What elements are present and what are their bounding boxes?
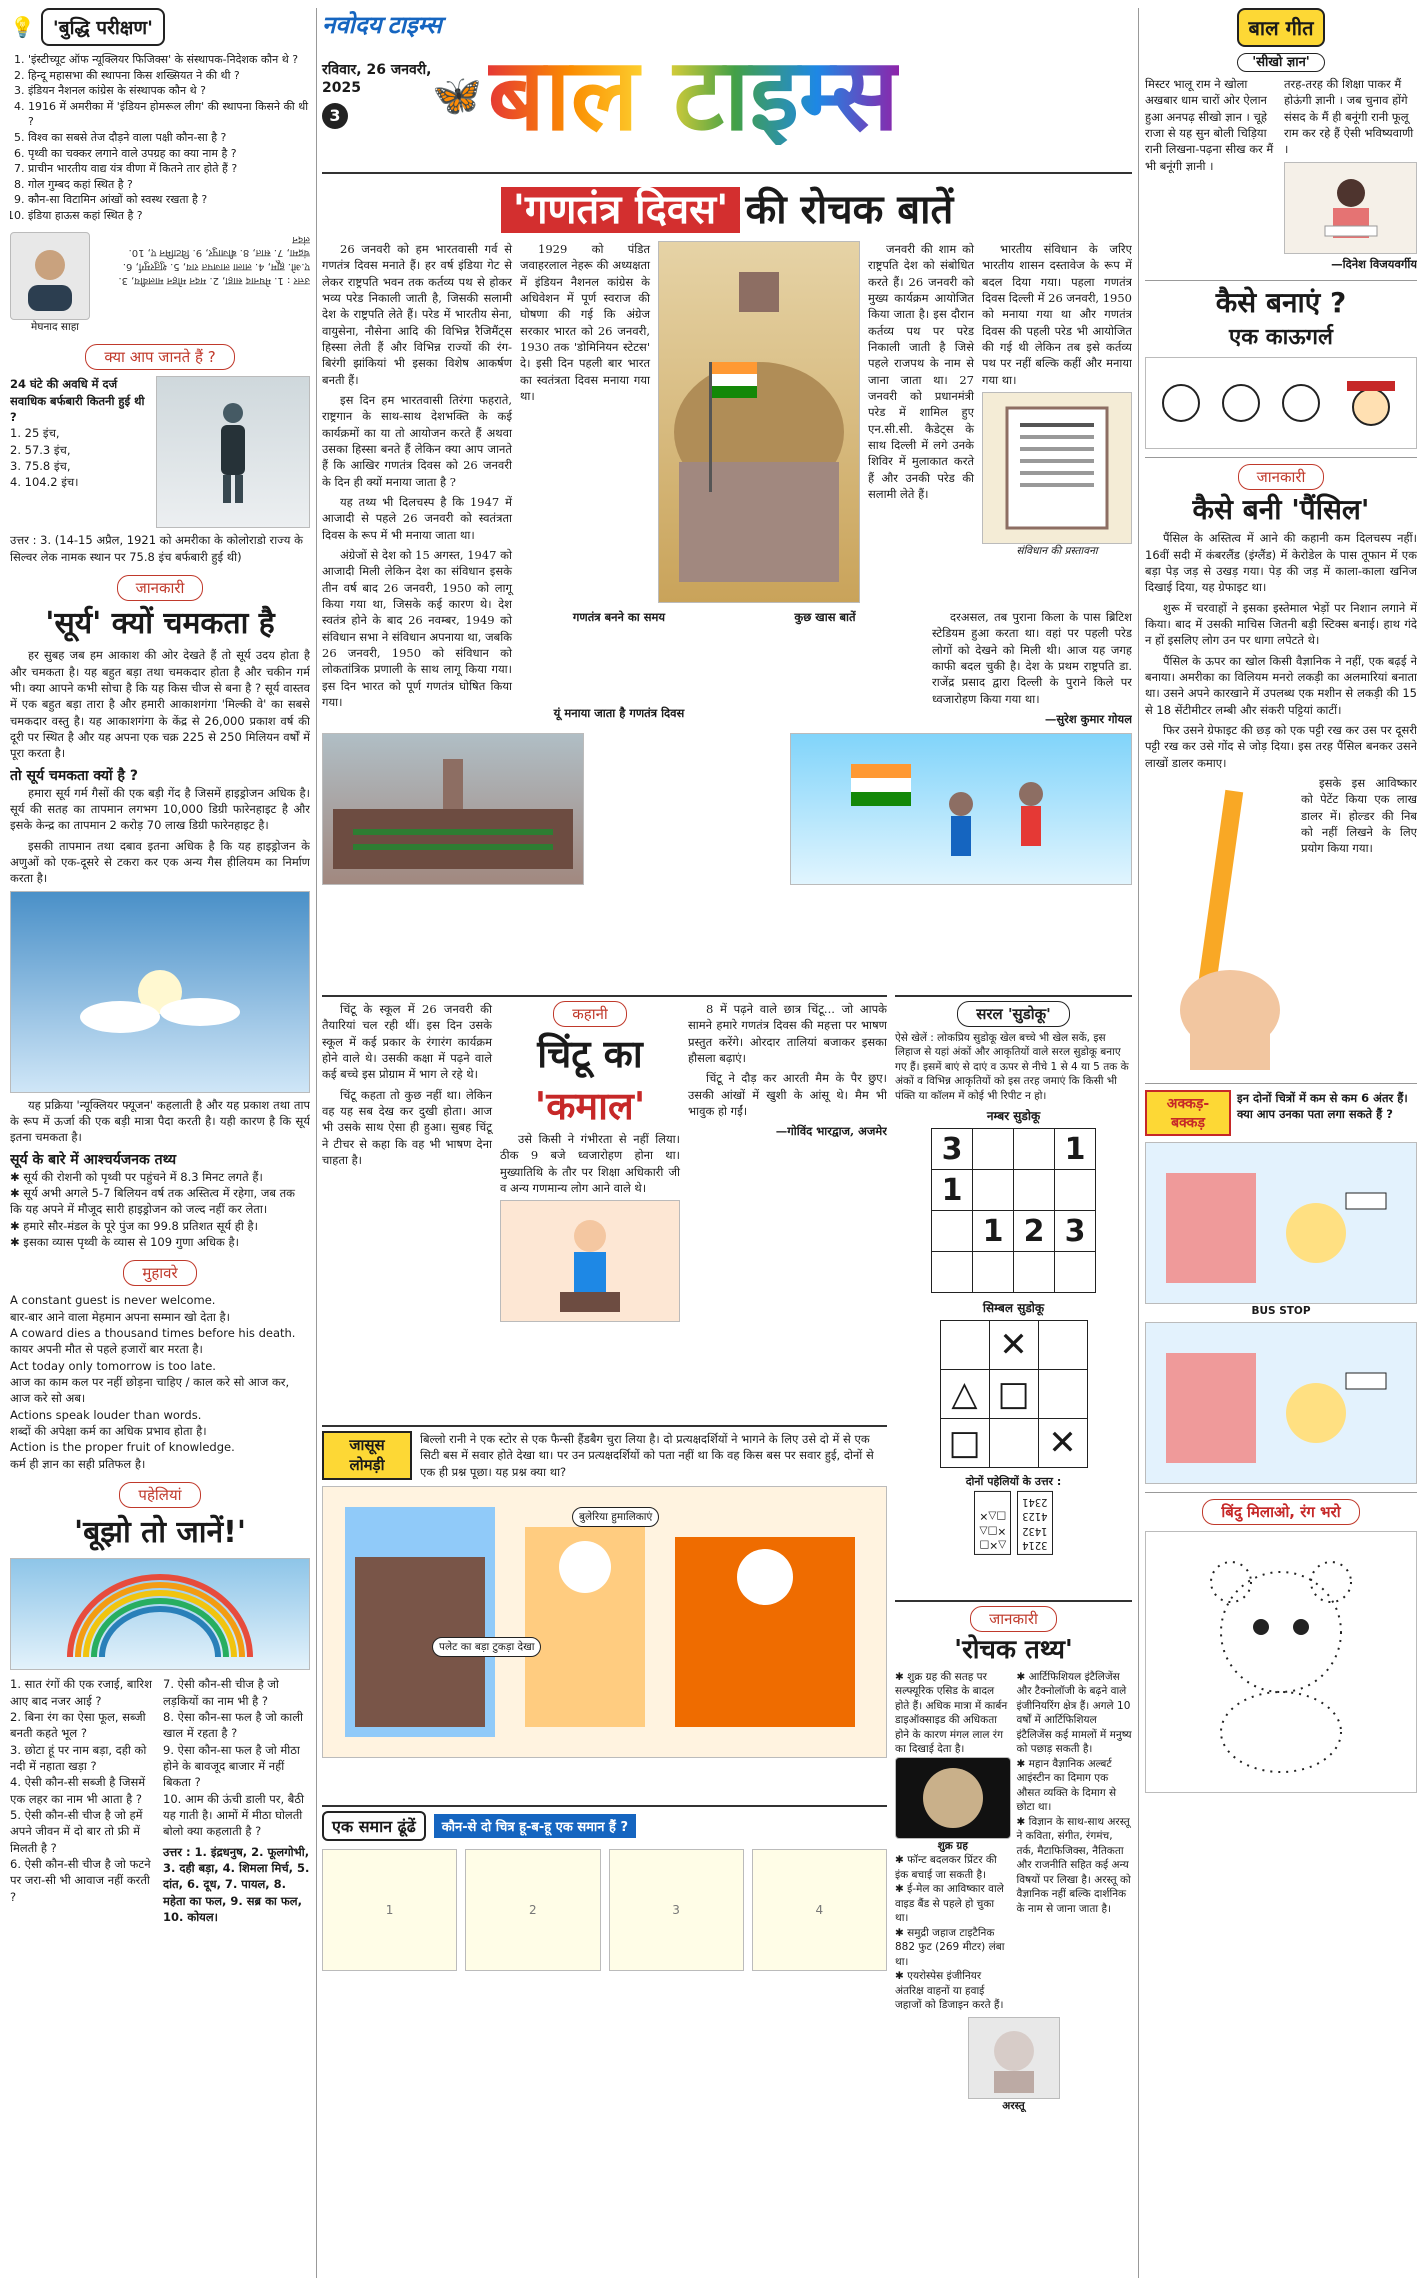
find-same-picture[interactable] <box>752 1849 887 1971</box>
detective-section <box>322 1425 887 1800</box>
sun-subheading: सूर्य के बारे में आश्चर्यजनक तथ्य <box>10 1151 177 1168</box>
kids-flag-image <box>790 733 1132 885</box>
riddles-title: 'बूझो तो जानें!' <box>73 1514 247 1550</box>
list-item: 4. 104.2 इंच। <box>10 475 79 490</box>
chintu-author: —गोविंद भारद्वाज, अजमेर <box>775 1124 887 1139</box>
rainbow-image <box>10 1558 310 1670</box>
pencil-paragraph: पैंसिल के अस्तित्व में आने की कहानी कम दिलचस्प नहीं। 16वीं सदी में कंबरलैंड (इंग्लैंड) में केरोडेल के पास तूफान में एक बड़ा पेड़ जड़ से उखड़ गया। पेड़ की जड़ में काला-काला खनिज दिखाई दिया, यह ग्रेफाइट था। <box>1145 531 1417 595</box>
chintu-paragraph: चिंटू के स्कूल में 26 जनवरी की तैयारियां चल रही थीं। इस दिन उसके स्कूल में कई प्रकार के रंगारंग कार्यक्रम होने वाले थे। उसकी कक्षा में पढ़ने वाले कई बच्चे इस प्रोग्राम में भाग ले रहे थे। <box>322 1002 492 1082</box>
idioms-tag: मुहावरे <box>123 1260 196 1286</box>
idiom-line: बार-बार आने वाला मेहमान अपना सम्मान खो देता है। <box>10 1309 231 1324</box>
sudoku-cell[interactable] <box>973 1129 1014 1170</box>
sudoku-tag: सरल 'सुडोकू' <box>957 1001 1069 1027</box>
sun-fact: ✱ सूर्य की रोशनी को पृथ्वी पर पहुंचने में 8.3 मिनट लगते हैं। <box>10 1169 263 1184</box>
list-item: 2. हिन्दू महासभा की स्थापना किस शख्सियत ने की थी ? <box>28 68 310 84</box>
sudoku-cell[interactable]: 2 <box>1014 1211 1055 1252</box>
pencil-paragraph: शुरू में चरवाहों ने इसका इस्तेमाल भेड़ों पर निशान लगाने में किया। बाद में उसकी माचिस जितनी बड़ी स्टिक्स बनाई। हाथ गंदे न हों इसलिए लोग उन पर धागा लपेटते थे। <box>1145 600 1417 648</box>
republic-section <box>322 172 1132 987</box>
idiom-line: कायर अपनी मौत से पहले हजारों बार मरता है। <box>10 1342 203 1357</box>
republic-paragraph: यह तथ्य भी दिलचस्प है कि 1947 में आजादी से पहले 26 जनवरी को स्वतंत्रता दिवस के रूप में भी मनाया जाता था। <box>322 494 512 542</box>
list-item: 3. इंडियन नैशनल कांग्रेस के संस्थापक कौन थे ? <box>28 83 310 99</box>
sudoku-cell[interactable] <box>1038 1321 1087 1370</box>
fact-item: ✱ फॉन्ट बदलकर प्रिंटर की इंक बचाई जा सकती है। <box>895 1854 997 1881</box>
list-item: 1. 'इंस्टीच्यूट ऑफ न्यूक्लियर फिजिक्स' के संस्थापक-निदेशक कौन थे ? <box>28 52 310 68</box>
list-item: 10. इंडिया हाऊस कहां स्थित है ? <box>28 208 310 224</box>
left-column <box>10 8 310 2278</box>
sudoku-cell[interactable]: 3 <box>932 1129 973 1170</box>
square-icon[interactable]: □ <box>989 1370 1038 1419</box>
square-icon[interactable]: □ <box>940 1419 989 1468</box>
parade-image <box>322 733 584 885</box>
fact-item: ✱ एयरोस्पेस इंजीनियर अंतरिक्ष वाहनों या हवाई जहाजों को डिजाइन करते हैं। <box>895 1970 1004 2012</box>
list-item: 6. पृथ्वी का चक्कर लगाने वाले उपग्रह का क्या नाम है ? <box>28 146 310 162</box>
chintu-tag: कहानी <box>553 1001 627 1027</box>
pencil-paragraph: पैंसिल के ऊपर का खोल किसी वैज्ञानिक ने नहीं, एक बढ़ई ने बनाया। अमरीका का विलियम मनरो लकड़ी का अलमारियां बनाता था। उसने अपने कारखाने में उपलब्ध एक मशीन से लकड़ी की 15 से 18 सेंटीमीटर लम्बी और संकरी पट्टियां काटीं। <box>1145 653 1417 717</box>
chintu-paragraph: चिंटू ने दौड़ कर आरती मैम के पैर छुए। उसकी आंखों में खुशी के आंसू थे। मैम भी भावुक हो गईं। <box>688 1071 887 1118</box>
sun-subheading: तो सूर्य चमकता क्यों है ? <box>10 767 138 784</box>
masthead-title: बाल टाइम्स <box>487 36 899 153</box>
list-item: 7. प्राचीन भारतीय वाद्य यंत्र वीणा में कितने तार होते हैं ? <box>28 161 310 177</box>
riddles-tag: पहेलियां <box>119 1482 200 1508</box>
column-divider <box>1138 8 1139 2278</box>
sun-paragraph: यह प्रक्रिया 'न्यूक्लियर फ्यूजन' कहलाती है और यह प्रकाश तथा ताप के रूप में ऊर्जा की एक बड़ी मात्रा पैदा करती है। यही कारण है कि सूर्य इतना चमकता है। <box>10 1097 310 1145</box>
find-same-picture[interactable] <box>609 1849 744 1971</box>
portrait-image <box>10 232 90 320</box>
difference-picture-bottom[interactable] <box>1145 1322 1417 1484</box>
poem-author: —दिनेश विजयवर्गीय <box>1331 256 1417 271</box>
riddle-item: 1. सात रंगों की एक रजाई, बारिश आए बाद नजर आई ? <box>10 1677 152 1708</box>
detective-title: जासूस लोमड़ी <box>322 1431 412 1480</box>
find-same-label: 1 <box>385 1903 394 1917</box>
sudoku-cell[interactable] <box>932 1252 973 1293</box>
sudoku-cell[interactable]: 1 <box>932 1170 973 1211</box>
fact-item: ✱ आर्टिफिशियल इंटैलिजेंस और टैक्नोलॉजी के बढ़ने वाले इंजीनियरिंग क्षेत्र हैं। अगले 10 वर्षों में आर्टिफिशियल इंटैलिजेंस कई मामलों में मनुष्य को पछाड़ सकती है। <box>1016 1670 1132 1756</box>
cross-icon[interactable]: ✕ <box>989 1321 1038 1370</box>
chintu-paragraph: 8 में पढ़ने वाले छात्र चिंटू... जो आपके सामने हमारे गणतंत्र दिवस की महत्ता पर भाषण प्रस्तुत करेंगे। ओरदार तालियां बजाकर इसका हौसला बढ़ाएं। <box>688 1002 887 1065</box>
fact-item: ✱ विज्ञान के साथ-साथ अरस्तू ने कविता, संगीत, रंगमंच, तर्क, मैटाफिजिक्स, नैतिकता और राजनीति सहित कई अन्य विषयों पर लिखा है। अरस्तू को वैज्ञानिक नहीं बल्कि दार्शनिक के नाम से जाना जाता है। <box>1016 1815 1131 1915</box>
list-item: 1. 25 इंच, <box>10 426 60 441</box>
brand-name-suffix: टाइम्स <box>387 11 442 39</box>
portrait-caption: मेघनाद साहा <box>30 320 80 333</box>
poem-text: तरह-तरह की शिक्षा पाकर मैं होऊंगी ज्ञानी । जब चुनाव होंगे संसद के मैं ही बनूंगी रानी फूलू राम कर रहे हैं ऐसी भविष्यवाणी । <box>1284 77 1414 157</box>
find-same-section <box>322 1805 887 2275</box>
republic-paragraph: भारतीय संविधान के जरिए भारतीय शासन दस्तावेज के रूप में बदल दिया गया। पहला गणतंत्र दिवस दिल्ली में 26 जनवरी, 1950 को मनाया गया था और गणतंत्र दिवस की पहली परेड भी आयोजित की गई थी लेकिन तब इसे कर्तव्य पथ पर नहीं बल्कि कहीं और मनाया गया था। <box>982 242 1132 387</box>
fact-item: ✱ शुक्र ग्रह की सतह पर सल्फ्यूरिक एसिड के बादल होते हैं। अधिक मात्रा में कार्बन डाइऑक्साइड की अधिकता होने के कारण मंगल लाल रंग का दिखाई देता है। <box>895 1670 1008 1756</box>
riddle-item: 3. छोटा हूं पर नाम बड़ा, दही को नदी में नहाता खड़ा ? <box>10 1742 147 1773</box>
sudoku-cell[interactable] <box>973 1252 1014 1293</box>
right-column <box>1145 8 1417 2278</box>
riddle-item: 2. बिना रंग का ऐसा फूल, सब्जी बनती कहते भूल ? <box>10 1710 146 1741</box>
list-item: 8. गोल गुम्बद कहां स्थित है ? <box>28 177 310 193</box>
sudoku-cell[interactable] <box>1055 1170 1096 1211</box>
republic-subheading: यूं मनाया जाता है गणतंत्र दिवस <box>553 706 685 721</box>
chintu-title-highlight: 'कमाल' <box>534 1084 646 1128</box>
find-same-picture[interactable] <box>322 1849 457 1971</box>
sudoku-cell[interactable]: 1 <box>973 1211 1014 1252</box>
masthead <box>322 8 1132 168</box>
symbol-sudoku-grid <box>940 1320 1088 1468</box>
find-same-label: 4 <box>815 1903 824 1917</box>
list-item: 3. 75.8 इंच, <box>10 458 71 473</box>
sun-fact: ✱ सूर्य अभी अगले 5-7 बिलियन वर्ष तक अस्तित्व में रहेगा, जब तक कि यह अपने में मौजूद सारी हाइड्रोजन को जल्द नहीं कर लेता। <box>10 1185 295 1217</box>
connect-dots-section <box>1145 1492 1417 1793</box>
connect-dots-title: बिंदु मिलाओ, रंग भरो <box>1202 1499 1359 1525</box>
chintu-section <box>322 995 887 1420</box>
quiz-title: 'बुद्धि परीक्षण' <box>41 8 165 46</box>
spot-difference-section <box>1145 1083 1417 1484</box>
pencil-paragraph: फिर उसने ग्रेफाइट की छड़ को एक पट्टी रख कर उस पर दूसरी पट्टी रख कर उसे गोंद से जोड़ दिया। इस तरह पैंसिल बनकर उसने लाखों डालर कमाए। <box>1145 722 1417 770</box>
republic-paragraph: 26 जनवरी को हम भारतवासी गर्व से गणतंत्र दिवस मनाते हैं। हर वर्ष इंडिया गेट से लेकर राष्ट्रपति भवन तक कर्तव्य पथ से होकर भव्य परेड निकाली जाती है, जिसकी सलामी देश के राष्ट्रपति लेते हैं। परेड में भारतीय सेना, वायुसेना, नौसेना आदि की विभिन्न रैजिमैंट्स हिस्सा लेती हैं और विभिन्न राज्यों की रंग-बिरंगी झांकियां भी इसका विशेष आकर्षण बनती हैं। <box>322 242 512 387</box>
idiom-line: Action is the proper fruit of knowledge. <box>10 1440 235 1455</box>
idiom-line: कर्म ही ज्ञान का सही प्रतिफल है। <box>10 1456 146 1471</box>
sudoku-cell[interactable] <box>973 1170 1014 1211</box>
poem-tag: बाल गीत <box>1237 8 1326 47</box>
how-to-draw-section <box>1145 280 1417 449</box>
idiom-line: A constant guest is never welcome. <box>10 1293 216 1308</box>
sudoku-cell[interactable] <box>1014 1252 1055 1293</box>
idioms-section <box>10 1260 310 1472</box>
connect-dots-image[interactable] <box>1145 1531 1417 1793</box>
fact-item: ✱ महान वैज्ञानिक अल्बर्ट आइंस्टीन का दिमाग एक औसत व्यक्ति के दिमाग से छोटा था। <box>1016 1757 1117 1814</box>
republic-title: 'गणतंत्र दिवस' <box>501 187 741 233</box>
snow-image <box>156 376 310 528</box>
poem-text: मिस्टर भालू राम ने खोला अखबार धाम चारों ओर ऐलान हुआ अनपढ़ सीखो ज्ञान । चूहे राजा से यह सुन बोली चिड़िया रानी लिखना-पढ़ना सीख कर मैं भी बनूंगी ज्ञानी । <box>1145 77 1274 173</box>
sudoku-cell[interactable]: 3 <box>1055 1211 1096 1252</box>
snow-question: 24 घंटे की अवधि में दर्ज सवाधिक बर्फबारी कितनी हुई थी ? <box>10 377 145 424</box>
find-same-label: 3 <box>672 1903 680 1917</box>
idiom-line: आज का काम कल पर नहीं छोड़ना चाहिए / काल करे सो आज कर, आज करे सो अब। <box>10 1374 290 1406</box>
poem-title: 'सीखो ज्ञान' <box>1237 53 1325 72</box>
republic-author: —सुरेश कुमार गोयल <box>1044 711 1132 726</box>
poem-section <box>1145 8 1417 272</box>
speech-bubble: पलेट का बड़ा टुकड़ा देखा <box>432 1637 541 1657</box>
idiom-line: शब्दों की अपेक्षा कर्म का अधिक प्रभाव होता है। <box>10 1423 207 1438</box>
page-number: 3 <box>322 103 348 129</box>
republic-paragraph: दरअसल, तब पुराना किला के पास ब्रिटिश स्टेडियम हुआ करता था। वहां पर पहली परेड लोगों को देखने को मिली थी। आज यह जगह काफी बदल चुकी है। देश के प्रथम राष्ट्रपति डा. राजेंद्र प्रसाद द्वारा दिल्ली के पुराने किले पर ध्वजारोहण किया गया था। <box>932 610 1132 706</box>
chintu-title: चिंटू का <box>537 1032 643 1076</box>
riddle-item: 10. आम की ऊंची डाली पर, बैठी यह गाती है। आमों में मीठा घोलती बोलो क्या कहलाती है ? <box>163 1791 304 1839</box>
list-item: 9. कौन-सा विटामिन आंखों को स्वस्थ रखता है ? <box>28 192 310 208</box>
did-you-know-section <box>10 344 310 565</box>
constitution-caption: संविधान की प्रस्तावना <box>1016 544 1098 557</box>
venus-image <box>895 1757 1011 1839</box>
detective-text: बिल्लो रानी ने एक स्टोर से एक फैन्सी हैंडबैग चुरा लिया है। दो प्रत्यक्षदर्शियों ने भागने के लिए उसे दो में से एक सिटी बस में सवार होते देखा था। पर उन प्रत्यक्षदर्शियों को पता नहीं था कि वह किस बस पर सवार हुई, दोनों से एक ही प्रश्न पूछा। यह प्रश्न क्या था? <box>420 1432 874 1479</box>
speech-bubble: बुलेरिया हुमालिकाएं <box>572 1507 659 1527</box>
column-divider <box>316 8 317 2278</box>
facts-tag: जानकारी <box>970 1606 1057 1632</box>
difference-picture-top[interactable] <box>1145 1142 1417 1304</box>
idiom-line: A coward dies a thousand times before his death. <box>10 1325 296 1340</box>
constitution-image <box>982 392 1132 544</box>
brand-name: नवोदय <box>322 11 382 39</box>
cowgirl-steps-image <box>1145 357 1417 449</box>
list-item: 4. 1916 में अमरीका में 'इंडियन होमरूल लीग' की स्थापना किसने की थी ? <box>28 99 310 130</box>
snow-answer: उत्तर : 3. (14-15 अप्रैल, 1921 को अमरीका के कोलोराडो राज्य के सिल्वर लेक नामक स्थान पर 75.8 इंच बर्फबारी हुई थी) <box>10 533 303 564</box>
sudoku-answers-inverted: 3214 1432 4123 2341 △✕□ ✕□△ □△✕ <box>895 1491 1132 1555</box>
butterfly-icon: 🦋 <box>432 72 482 119</box>
list-item: 2. 57.3 इंच, <box>10 442 71 457</box>
republic-paragraph: जनवरी की शाम को राष्ट्रपति देश को संबोधित करते हैं। 26 जनवरी को मुख्य कार्यक्रम आयोजित किया जाता है। इस दौरान कर्तव्य पथ पर परेड निकाली जाती है जिसे पहले राजपथ के नाम से जाना जाता था। 27 जनवरी को प्रधानमंत्री परेड में शामिल हुए एन.सी.सी. कैडेट्स के साथ दिल्ली में लगे उनके शिविर में मुलाकात करते हैं और उनकी परेड की सलामी लेते हैं। <box>868 242 974 501</box>
idiom-line: Act today only tomorrow is too late. <box>10 1358 216 1373</box>
pencil-title: कैसे बनी 'पैंसिल' <box>1192 493 1370 527</box>
find-same-label: 2 <box>529 1903 537 1917</box>
pencil-tag: जानकारी <box>1238 464 1325 490</box>
spot-difference-text: इन दोनों चित्रों में कम से कम 6 अंतर हैं। क्या आप उनका पता लगा सकते हैं ? <box>1237 1090 1408 1122</box>
riddle-item: 4. ऐसी कौन-सी सब्जी है जिसमें एक लहर का नाम भी आता है ? <box>10 1775 146 1806</box>
sun-paragraph: इसकी तापमान तथा दबाव इतना अधिक है कि यह हाइड्रोजन के अणुओं को एक-दूसरे से टकरा कर एक अन्य गैस हीलियम का निर्माण करता है। <box>10 838 310 886</box>
sun-tag: जानकारी <box>117 575 204 601</box>
riddle-answers: उत्तर : 1. इंद्रधनुष, 2. फूलगोभी, 3. दही बड़ा, 4. शिमला मिर्च, 5. दांत, 6. दूध, 7. पायल, 8. महेता का फल, 9. सब्र का फल, 10. कोयल। <box>163 1844 310 1924</box>
list-item: 5. विश्व का सबसे तेज दौड़ने वाला पक्षी कौन-सा है ? <box>28 130 310 146</box>
sun-paragraph: हमारा सूर्य गर्म गैसों की एक बड़ी गेंद है जिसमें हाइड्रोजन अधिक है। सूर्य की सतह का तापमान लगभग 10,000 डिग्री फारेनहाइट है और इसके केन्द्र का तापमान 2 करोड़ 70 लाख डिग्री फारेनहाइट है। <box>10 785 310 833</box>
sun-title: 'सूर्य' क्यों चमकता है <box>45 605 275 641</box>
sudoku-cell[interactable] <box>1055 1252 1096 1293</box>
sudoku-cell[interactable] <box>1014 1170 1055 1211</box>
did-you-know-tag: क्या आप जानते हैं ? <box>85 344 234 370</box>
number-sudoku-label: नम्बर सुडोकू <box>986 1109 1041 1124</box>
fact-item: ✱ समुद्री जहाज टाइटैनिक 882 फुट (269 मीटर) लंबा था। <box>895 1926 1005 1968</box>
how-to-draw-title: कैसे बनाएं ? <box>1215 285 1347 319</box>
idiom-line: Actions speak louder than words. <box>10 1407 202 1422</box>
sudoku-cell[interactable]: 1 <box>1055 1129 1096 1170</box>
find-same-title: एक समान ढूंढें <box>322 1811 426 1841</box>
cross-icon[interactable]: ✕ <box>1038 1419 1087 1468</box>
girl-reading-image <box>1284 162 1417 254</box>
republic-title-suffix: की रोचक बातें <box>745 187 954 233</box>
republic-paragraph: इस दिन हम भारतवासी तिरंगा फहराते, राष्ट्रगान के साथ-साथ देशभक्ति के कई कार्यक्रमों का या तो आयोजन करते हैं अथवा उसका हिस्सा बनते हैं लेकिन क्या आप जानते हैं कि आखिर गणतंत्र दिवस को 26 जनवरी के दिन ही क्यों मनाया जाता है ? <box>322 392 512 489</box>
venus-caption: शुक्र ग्रह <box>937 1839 968 1852</box>
parliament-image <box>658 241 860 603</box>
republic-subheading: गणतंत्र बनने का समय <box>572 610 666 624</box>
riddle-item: 9. ऐसा कौन-सा फल है जो मीठा होने के बावजूद बाजार में नहीं बिकता ? <box>163 1742 300 1790</box>
sudoku-rules: ऐसे खेलें : लोकप्रिय सुडोकू खेल बच्चे भी खेल सकें, इस लिहाज से यहां अंकों और आकृतियों वाले सरल सुडोकू बनाए गए हैं। इसमें बाएं से दाएं व ऊपर से नीचे 1 से 4 या 5 तक के अंकों व विभिन्न आकृतियों को इस तरह जमाएं कि किसी भी पंक्ति या कॉलम में कोई भी रिपीट न हो। <box>895 1032 1129 1102</box>
sudoku-cell[interactable] <box>1014 1129 1055 1170</box>
symbol-sudoku-label: सिम्बल सुडोकू <box>982 1301 1045 1316</box>
riddle-item: 6. ऐसी कौन-सी चीज है जो फटने पर जरा-सी भी आवाज नहीं करती ? <box>10 1856 151 1904</box>
how-to-draw-subtitle: एक काऊगर्ल <box>1229 325 1333 351</box>
pencil-section <box>1145 457 1417 1075</box>
pencil-paragraph: इसके इस आविष्कार को पेटेंट किया एक लाख डालर में। होल्डर की निब को नहीं लिखने के लिए प्रयोग किया गया। <box>1301 775 1417 856</box>
republic-paragraph: 1929 को पंडित जवाहरलाल नेहरू की अध्यक्षता में इंडियन नैशनल कांग्रेस के अधिवेशन में पूर्ण स्वराज की घोषणा की गई कि अंग्रेज सरकार भारत को 26 जनवरी, 1930 तक 'डोमिनियन स्टेटस' दे। इसी दिन पहली बार भारत का स्वतंत्रता दिवस मनाया गया था। <box>520 242 650 403</box>
chintu-illustration <box>500 1200 680 1322</box>
sudoku-cell[interactable] <box>989 1419 1038 1468</box>
sun-section <box>10 575 310 1250</box>
facts-section <box>895 1600 1132 2275</box>
sudoku-section <box>895 995 1132 1595</box>
facts-title: 'रोचक तथ्य' <box>954 1635 1073 1665</box>
find-same-picture[interactable] <box>465 1849 600 1971</box>
republic-subheading: कुछ खास बातें <box>794 610 856 624</box>
sudoku-cell[interactable] <box>1038 1370 1087 1419</box>
republic-paragraph: अंग्रेजों से देश को 15 अगस्त, 1947 को आजादी मिली लेकिन देश का संविधान इसके तीन वर्ष बाद 26 जनवरी, 1950 को लागू किया गया था, जिसके कई कारण थे। देश स्वतंत्र होने के बाद 26 नवम्बर, 1949 को संविधान सभा ने संविधान अपनाया था, जबकि 26 जनवरी, 1950 को संविधान को लोकतांत्रिक प्रणाली के साथ लागू किया गया। इस दिन भारत को पूर्ण गणतंत्र घोषित किया गया। <box>322 547 512 709</box>
sudoku-cell[interactable] <box>940 1321 989 1370</box>
chintu-paragraph: उसे किसी ने गंभीरता से नहीं लिया। ठीक 9 बजे ध्वजारोहण होना था। मुख्यातिथि के तौर पर शिक्षा अधिकारी जी व अन्य गणमान्य लोग आने वाले थे। <box>500 1132 680 1195</box>
spot-difference-title: अक्कड़-बक्कड़ <box>1145 1090 1231 1136</box>
aristotle-image <box>968 2017 1060 2099</box>
quiz-section <box>10 8 310 334</box>
sudoku-answers-label: दोनों पहेलियों के उत्तर : <box>965 1475 1062 1489</box>
aristotle-caption: अरस्तू <box>1002 2099 1025 2112</box>
number-sudoku-grid <box>931 1128 1096 1293</box>
bulb-icon: 💡 <box>10 15 35 39</box>
fact-item: ✱ ई-मेल का आविष्कार वाले वाइड बैंड से पहले हो चुका था। <box>895 1883 1004 1925</box>
sun-paragraph: हर सुबह जब हम आकाश की ओर देखते हैं तो सूर्य उदय होता है और चमकता है। यह बहुत बड़ा तथा चमकदार होता है और चकीन गर्म भी। क्या आपने कभी सोचा है कि यह किस चीज से बना है ? सूर्य वास्तव में एक बहुत बड़ा तारा है और हमारी आकाशगंगा 'मिल्की वे' का सबसे चमकदार वस्तु है। यह आकाशगंगा के केंद्र से 26,000 प्रकाश वर्ष की दूरी पर स्थित है और यह अपना एक चक्र 225 से 250 मिलियन वर्षों में पूरा करता है। <box>10 648 310 761</box>
sun-fact: ✱ इसका व्यास पृथ्वी के व्यास से 109 गुणा अधिक है। <box>10 1234 239 1249</box>
riddle-item: 5. ऐसी कौन-सी चीज है जो हमें अपने जीवन में दो बार तो फ्री में मिलती है ? <box>10 1807 143 1855</box>
issue-date: रविवार, 26 जनवरी, 2025 <box>322 61 432 96</box>
riddle-item: 8. ऐसा कौन-सा फल है जो काली खाल में रहता है ? <box>163 1710 303 1741</box>
sky-image <box>10 891 310 1093</box>
triangle-icon[interactable]: △ <box>940 1370 989 1419</box>
riddles-section <box>10 1482 310 1925</box>
bus-stop-sign: BUS STOP <box>1251 1304 1311 1317</box>
quiz-answers-inverted: उत्तर : 1. मेघनाद साहा, 2. मदन मोहन मालवीय, 3. ए.ओ. ह्यूम, 4. लाला लाजपत राय, 5. शुतुरमुर्ग, 6. चंद्रमा, 7. सात, 8. बीजापुर, 9. विटामिन ए, 10. लंदन <box>118 233 310 286</box>
sudoku-cell[interactable] <box>932 1211 973 1252</box>
find-same-question: कौन-से दो चित्र हू-ब-हू एक समान हैं ? <box>434 1814 636 1838</box>
hand-pencil-image <box>1145 775 1295 1075</box>
quiz-list <box>10 52 310 224</box>
sun-fact: ✱ हमारे सौर-मंडल के पूरे पुंज का 99.8 प्रतिशत सूर्य ही है। <box>10 1218 258 1233</box>
riddle-item: 7. ऐसी कौन-सी चीज है जो लड़कियों का नाम भी है ? <box>163 1677 279 1708</box>
chintu-paragraph: चिंटू कहता तो कुछ नहीं था। लेकिन वह यह सब देख कर दुखी होता। आज भी उसके साथ ऐसा ही हुआ। सुबह चिंटू ने टीचर से कहा कि वह भी भाषण देना चाहता है। <box>322 1087 492 1167</box>
